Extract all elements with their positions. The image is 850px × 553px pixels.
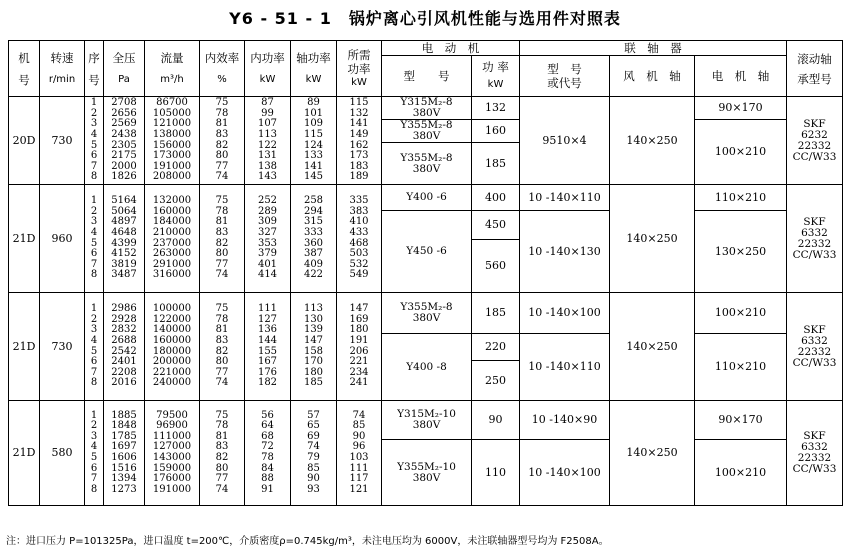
header-motor-model: 型 号 — [382, 56, 472, 97]
group4-motor-shaft-2: 100×210 — [695, 440, 787, 506]
group3-flow: 100000 122000 140000 160000 180000 200000 221000 240000 — [145, 293, 200, 401]
group3-motor-model-1: Y355M₂-8 380V — [382, 293, 472, 334]
group4-pressure: 1885 1848 1785 1697 1606 1516 1394 1273 — [104, 401, 145, 506]
group3-coupling-1: 10 -140×100 — [520, 293, 610, 334]
group1-seq: 1 2 3 4 5 6 7 8 — [85, 97, 104, 185]
group1-motor-model-2: Y355M₂-8 380V — [382, 120, 472, 143]
group2-flow: 132000 160000 184000 210000 237000 263000 291000 316000 — [145, 185, 200, 293]
header-quan-ya: 全压 Pa — [104, 41, 145, 97]
group4-ji-hao: 21D — [9, 401, 40, 506]
group1-eff: 75 78 81 83 82 80 77 74 — [200, 97, 245, 185]
header-zhuan-su: 转速 r/min — [40, 41, 85, 97]
group4-motor-power-2: 110 — [472, 440, 520, 506]
header-suo-xu-gong-lv: 所需 功率 kW — [337, 41, 382, 97]
group3-motor-shaft-1: 100×210 — [695, 293, 787, 334]
group4-fan-shaft: 140×250 — [610, 401, 695, 506]
group1-shaft-power: 89 101 109 115 124 133 141 145 — [291, 97, 337, 185]
group1-motor-power-2: 160 — [472, 120, 520, 143]
header-motor-power: 功 率 kW — [472, 56, 520, 97]
group4-bearing: SKF 6332 22332 CC/W33 — [787, 401, 843, 506]
header-fan-shaft: 风 机 轴 — [610, 56, 695, 97]
group2-coupling-2: 10 -140×130 — [520, 211, 610, 293]
group1-fan-shaft: 140×250 — [610, 97, 695, 185]
group3-shaft-power: 113 130 139 147 158 170 180 185 — [291, 293, 337, 401]
footnote: 注：进口压力 P=101325Pa，进口温度 t=200℃，介质密度ρ=0.745kg/m³，未注电压均为 6000V，未注联轴器型号均为 F2508A。 — [6, 536, 609, 547]
group3-speed: 730 — [40, 293, 85, 401]
group1-flow: 86700 105000 121000 138000 156000 173000 191000 208000 — [145, 97, 200, 185]
group3-ji-hao: 21D — [9, 293, 40, 401]
header-lian-zhou-qi: 联 轴 器 — [520, 41, 787, 56]
group2-motor-power-2: 450 — [472, 211, 520, 240]
group2-inner-power: 252 289 309 327 353 379 401 414 — [245, 185, 291, 293]
header-dian-dong-ji: 电 动 机 — [382, 41, 520, 56]
header-motor-shaft: 电 机 轴 — [695, 56, 787, 97]
group3-motor-power-1: 185 — [472, 293, 520, 334]
group2-speed: 960 — [40, 185, 85, 293]
group2-motor-power-3: 560 — [472, 240, 520, 293]
header-bearing: 滚动轴 承型号 — [787, 41, 843, 97]
group4-motor-shaft-1: 90×170 — [695, 401, 787, 440]
group3-pressure: 2986 2928 2832 2688 2542 2401 2208 2016 — [104, 293, 145, 401]
table-title: Y6 - 51 - 1 锅炉离心引风机性能与选用件对照表 — [229, 9, 621, 28]
group2-bearing: SKF 6332 22332 CC/W33 — [787, 185, 843, 293]
group3-req-power: 147 169 180 191 206 221 234 241 — [337, 293, 382, 401]
header-coupling-model: 型 号 或代号 — [520, 56, 610, 97]
header-zhou-gong-lv: 轴功率 kW — [291, 41, 337, 97]
group4-coupling-2: 10 -140×100 — [520, 440, 610, 506]
group3-bearing: SKF 6332 22332 CC/W33 — [787, 293, 843, 401]
header-nei-gong-lv: 内功率 kW — [245, 41, 291, 97]
group4-flow: 79500 96900 111000 127000 143000 159000 176000 191000 — [145, 401, 200, 506]
group2-motor-shaft-1: 110×210 — [695, 185, 787, 211]
group2-req-power: 335 383 410 433 468 503 532 549 — [337, 185, 382, 293]
group3-motor-power-2: 220 — [472, 334, 520, 361]
group1-ji-hao: 20D — [9, 97, 40, 185]
group2-motor-model-2: Y450 -6 — [382, 211, 472, 293]
group3-fan-shaft: 140×250 — [610, 293, 695, 401]
group2-shaft-power: 258 294 315 333 360 387 409 422 — [291, 185, 337, 293]
group3-eff: 75 78 81 83 82 80 77 74 — [200, 293, 245, 401]
group4-motor-model-2: Y355M₂-10 380V — [382, 440, 472, 506]
group1-motor-model-1: Y315M₂-8 380V — [382, 97, 472, 120]
group3-seq: 1 2 3 4 5 6 7 8 — [85, 293, 104, 401]
group1-motor-power-1: 132 — [472, 97, 520, 120]
group2-pressure: 5164 5064 4897 4648 4399 4152 3819 3487 — [104, 185, 145, 293]
group2-eff: 75 78 81 83 82 80 77 74 — [200, 185, 245, 293]
group1-motor-power-3: 185 — [472, 143, 520, 185]
group2-motor-power-1: 400 — [472, 185, 520, 211]
group2-coupling-1: 10 -140×110 — [520, 185, 610, 211]
header-xu-hao: 序 号 — [85, 41, 104, 97]
group2-seq: 1 2 3 4 5 6 7 8 — [85, 185, 104, 293]
group3-inner-power: 111 127 136 144 155 167 176 182 — [245, 293, 291, 401]
group3-coupling-2: 10 -140×110 — [520, 334, 610, 401]
group3-motor-model-2: Y400 -8 — [382, 334, 472, 401]
group4-inner-power: 56 64 68 72 78 84 88 91 — [245, 401, 291, 506]
group4-motor-model-1: Y315M₂-10 380V — [382, 401, 472, 440]
group4-eff: 75 78 81 83 82 80 77 74 — [200, 401, 245, 506]
group4-motor-power-1: 90 — [472, 401, 520, 440]
header-ji-hao: 机 号 — [9, 41, 40, 97]
group1-bearing: SKF 6232 22332 CC/W33 — [787, 97, 843, 185]
group1-req-power: 115 132 141 149 162 173 183 189 — [337, 97, 382, 185]
group3-motor-power-3: 250 — [472, 361, 520, 401]
header-liu-liang: 流量 m³/h — [145, 41, 200, 97]
group4-speed: 580 — [40, 401, 85, 506]
group1-coupling-1: 9510×4 — [520, 97, 610, 185]
group4-coupling-1: 10 -140×90 — [520, 401, 610, 440]
header-nei-xiao-lv: 内效率 % — [200, 41, 245, 97]
group1-speed: 730 — [40, 97, 85, 185]
performance-table — [8, 40, 843, 506]
group4-shaft-power: 57 65 69 74 79 85 90 93 — [291, 401, 337, 506]
group1-inner-power: 87 99 107 113 122 131 138 143 — [245, 97, 291, 185]
group3-motor-shaft-2: 110×210 — [695, 334, 787, 401]
group1-pressure: 2708 2656 2569 2438 2305 2175 2000 1826 — [104, 97, 145, 185]
group2-ji-hao: 21D — [9, 185, 40, 293]
group2-fan-shaft: 140×250 — [610, 185, 695, 293]
group1-motor-shaft-1: 90×170 — [695, 97, 787, 120]
group1-motor-model-3: Y355M₂-8 380V — [382, 143, 472, 185]
group4-seq: 1 2 3 4 5 6 7 8 — [85, 401, 104, 506]
group2-motor-shaft-2: 130×250 — [695, 211, 787, 293]
group1-motor-shaft-2: 100×210 — [695, 120, 787, 185]
group2-motor-model-1: Y400 -6 — [382, 185, 472, 211]
group4-req-power: 74 85 90 96 103 111 117 121 — [337, 401, 382, 506]
